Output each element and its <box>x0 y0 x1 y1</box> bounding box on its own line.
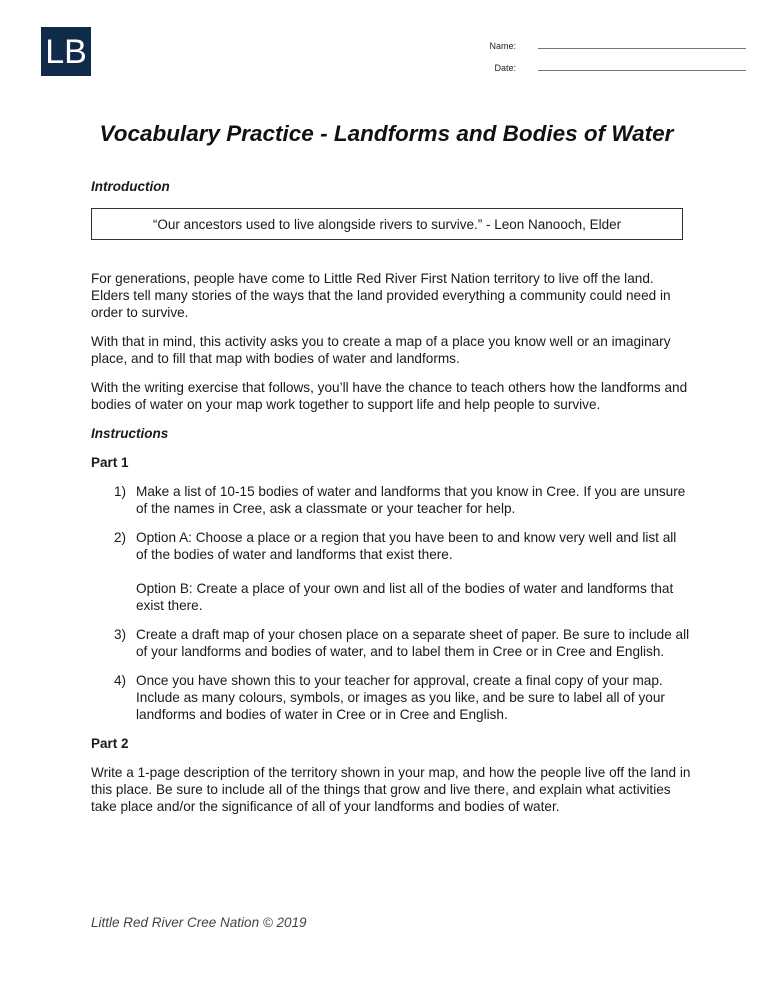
step-number: 2) <box>114 530 127 545</box>
part2-heading: Part 2 <box>91 736 129 751</box>
step-number: 1) <box>114 484 127 499</box>
step-text-option-a: Option A: Choose a place or a region that you have been to and know very well and list all of the bodies of water and landforms that exist there. <box>136 530 677 562</box>
intro-paragraph-2: With that in mind, this activity asks you to create a map of a place you know well or an imaginary place, and to fill that map with bodies of water and landforms. <box>91 334 671 366</box>
step-text: Create a draft map of your chosen place on a separate sheet of paper. Be sure to include all of your landforms and bodies of water, and to label them in Cree or in Cree and English. <box>136 627 690 659</box>
list-item <box>91 529 691 614</box>
step-text: Make a list of 10-15 bodies of water and landforms that you know in Cree. If you are unsure of the names in Cree, ask a classmate or your teacher for help. <box>136 484 686 516</box>
date-label: Date: <box>494 63 516 73</box>
worksheet-body <box>91 178 691 815</box>
list-item <box>91 672 691 723</box>
date-line[interactable] <box>538 70 746 71</box>
page-title: Vocabulary Practice - Landforms and Bodies of Water <box>99 121 674 146</box>
part1-heading: Part 1 <box>91 455 129 470</box>
part2-text: Write a 1-page description of the territory shown in your map, and how the people live off the land in this place. Be sure to include all of the things that grow and live there, and explain what activities take place and/or the significance of all of your landforms and bodies of water. <box>91 765 691 814</box>
intro-paragraph-1: For generations, people have come to Little Red River First Nation territory to live off the land. Elders tell many stories of the ways that the land provided everything a community could need in order to survive. <box>91 271 671 320</box>
step-text-option-b: Option B: Create a place of your own and list all of the bodies of water and landforms that exist there. <box>136 581 674 613</box>
step-text: Once you have shown this to your teacher for approval, create a final copy of your map. Include as many colours, symbols, or images as you like, and be sure to label all of your landforms and bodies of water in Cree or in Cree and English. <box>136 673 665 722</box>
date-field[interactable] <box>470 63 746 73</box>
quote-text: “Our ancestors used to live alongside rivers to survive.” - Leon Nanooch, Elder <box>152 216 622 232</box>
logo <box>41 27 91 76</box>
list-item <box>91 483 691 517</box>
logo-text: LB <box>45 32 87 71</box>
name-field[interactable] <box>470 41 746 51</box>
name-line[interactable] <box>538 48 746 49</box>
part1-steps <box>91 483 691 723</box>
intro-paragraph-3: With the writing exercise that follows, you’ll have the chance to teach others how the landforms and bodies of water on your map work together to support life and help people to survive. <box>91 380 688 412</box>
name-label: Name: <box>489 41 516 51</box>
instructions-heading: Instructions <box>91 426 169 441</box>
step-number: 3) <box>114 627 127 642</box>
list-item <box>91 626 691 660</box>
quote-box <box>91 208 683 240</box>
footer-copyright: Little Red River Cree Nation © 2019 <box>91 915 307 930</box>
step-number: 4) <box>114 673 127 688</box>
introduction-heading: Introduction <box>91 179 170 194</box>
